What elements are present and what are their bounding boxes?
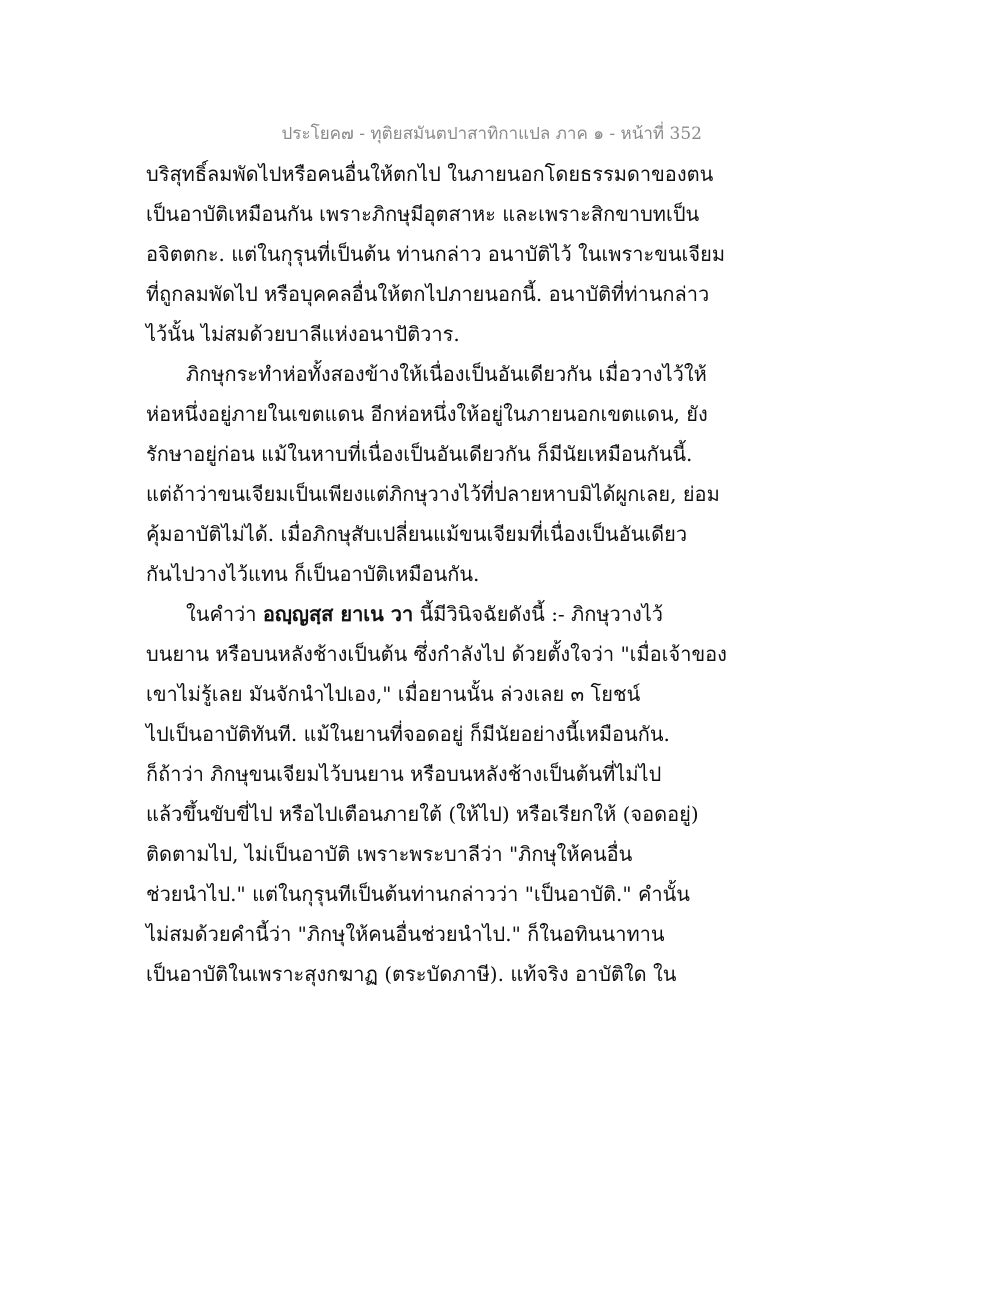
text-line: เป็นอาบัติเหมือนกัน เพราะภิกษุมีอุตสาหะ และเพราะสิกขาบทเป็น: [146, 202, 700, 226]
text-line: ช่วยนำไป." แต่ในกุรุนทีเป็นต้นท่านกล่าวว่า "เป็นอาบัติ." คำนั้น: [146, 882, 690, 906]
text-line: ภิกษุกระทำห่อทั้งสองข้างให้เนื่องเป็นอันเดียวกัน เมื่อวางไว้ให้: [186, 362, 707, 386]
text-line: บริสุทธิ์ลมพัดไปหรือคนอื่นให้ตกไป ในภายนอกโดยธรรมดาของตน: [146, 162, 714, 186]
text-line: แต่ถ้าว่าขนเจียมเป็นเพียงแต่ภิกษุวางไว้ที่ปลายหาบมิได้ผูกเลย, ย่อม: [146, 482, 720, 506]
text-line: ที่ถูกลมพัดไป หรือบุคคลอื่นให้ตกไปภายนอกนี้. อนาบัติที่ท่านกล่าว: [146, 282, 710, 306]
text-fragment: นี้มีวินิจฉัยดังนี้ :- ภิกษุวางไว้: [413, 602, 664, 626]
text-line: ไม่สมด้วยคำนี้ว่า "ภิกษุให้คนอื่นช่วยนำไป." ก็ในอทินนาทาน: [146, 922, 665, 946]
paragraph-2: [146, 354, 720, 594]
running-header: ประโยค๗ - ทุติยสมันตปาสาทิกาแปล ภาค ๑ - หน้าที่ 352: [281, 124, 702, 144]
paragraph-1: [146, 154, 726, 354]
text-line: เป็นอาบัติในเพราะสุงกฆาฏ (ตระบัดภาษี). แท้จริง อาบัติใด ใน: [146, 962, 677, 986]
text-fragment: ในคำว่า: [186, 602, 263, 626]
text-line: บนยาน หรือบนหลังช้างเป็นต้น ซึ่งกำลังไป ด้วยตั้งใจว่า "เมื่อเจ้าของ: [146, 642, 727, 666]
text-line: ก็ถ้าว่า ภิกษุขนเจียมไว้บนยาน หรือบนหลังช้างเป็นต้นที่ไม่ไป: [146, 762, 662, 786]
text-line: ห่อหนึ่งอยู่ภายในเขตแดน อีกห่อหนึ่งให้อยู่ในภายนอกเขตแดน, ยัง: [146, 402, 708, 426]
text-line: ไว้นั้น ไม่สมด้วยบาลีแห่งอนาปัติวาร.: [146, 322, 460, 346]
body-text: [146, 154, 727, 994]
text-line: กันไปวางไว้แทน ก็เป็นอาบัติเหมือนกัน.: [146, 562, 480, 586]
text-line: อจิตตกะ. แต่ในกุรุนที่เป็นต้น ท่านกล่าว อนาบัติไว้ ในเพราะขนเจียม: [146, 242, 726, 266]
text-line-with-term: [146, 594, 706, 634]
text-line: ไปเป็นอาบัติทันที. แม้ในยานที่จอดอยู่ ก็มีนัยอย่างนี้เหมือนกัน.: [146, 722, 670, 746]
text-line: รักษาอยู่ก่อน แม้ในหาบที่เนื่องเป็นอันเดียวกัน ก็มีนัยเหมือนกันนี้.: [146, 442, 693, 466]
pali-term: อญฺญสฺส ยาเน วา: [262, 602, 414, 626]
text-line: เขาไม่รู้เลย มันจักนำไปเอง," เมื่อยานนั้น ล่วงเลย ๓ โยชน์: [146, 682, 641, 706]
text-line: ติดตามไป, ไม่เป็นอาบัติ เพราะพระบาลีว่า "ภิกษุให้คนอื่น: [146, 842, 633, 866]
text-line: แล้วขึ้นขับขี่ไป หรือไปเตือนภายใต้ (ให้ไป) หรือเรียกให้ (จอดอยู่): [146, 802, 699, 826]
text-line: คุ้มอาบัติไม่ได้. เมื่อภิกษุสับเปลี่ยนแม้ขนเจียมที่เนื่องเป็นอันเดียว: [146, 522, 688, 546]
paragraph-3: [146, 594, 727, 994]
